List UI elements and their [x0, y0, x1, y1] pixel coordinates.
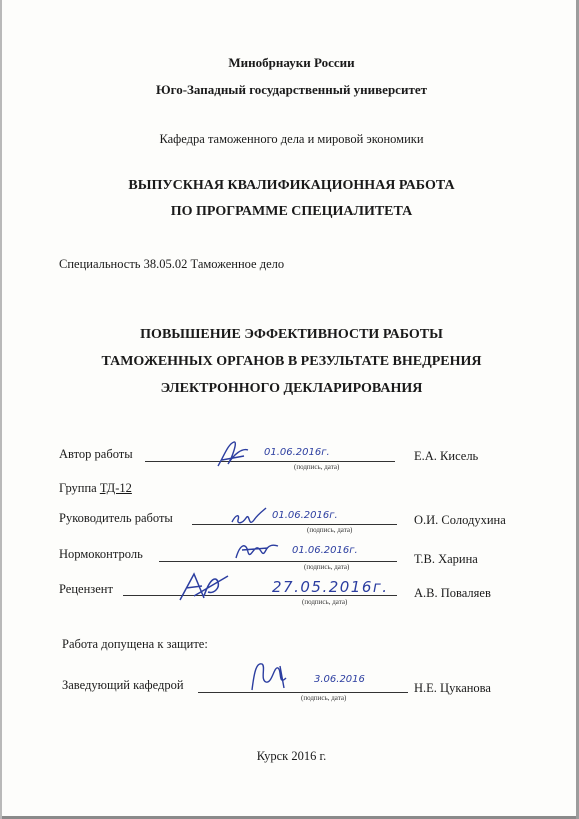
thesis-title-line-1: ПОВЫШЕНИЕ ЭФФЕКТИВНОСТИ РАБОТЫ	[140, 327, 443, 342]
supervisor-signature	[228, 502, 270, 532]
head-signature-line	[198, 692, 408, 693]
author-name: Е.А. Кисель	[414, 449, 479, 463]
normcontrol-name: Т.В. Харина	[414, 552, 478, 566]
group-row	[59, 481, 132, 496]
group-label: Группа	[59, 481, 97, 495]
reviewer-signature	[174, 568, 234, 606]
supervisor-caption: (подпись, дата)	[307, 526, 353, 534]
specialty: Специальность 38.05.02 Таможенное дело	[59, 257, 285, 271]
normcontrol-label: Нормоконтроль	[59, 547, 143, 561]
author-caption: (подпись, дата)	[294, 463, 340, 471]
reviewer-caption: (подпись, дата)	[302, 598, 348, 606]
thesis-title-line-2: ТАМОЖЕННЫХ ОРГАНОВ В РЕЗУЛЬТАТЕ ВНЕДРЕНИЯ	[101, 354, 482, 369]
normcontrol-date: 01.06.2016г.	[292, 545, 358, 556]
author-date: 01.06.2016г.	[264, 447, 330, 458]
university-name: Юго-Западный государственный университет	[156, 82, 427, 97]
head-signature	[246, 656, 298, 696]
thesis-title-line-3: ЭЛЕКТРОННОГО ДЕКЛАРИРОВАНИЯ	[160, 381, 423, 396]
supervisor-signature-line	[192, 524, 397, 525]
reviewer-label: Рецензент	[59, 582, 113, 596]
admitted-to-defense: Работа допущена к защите:	[62, 637, 208, 651]
author-signature	[214, 436, 254, 472]
reviewer-name: А.В. Поваляев	[414, 586, 491, 600]
head-name: Н.Е. Цуканова	[414, 681, 491, 695]
department-name: Кафедра таможенного дела и мировой экономики	[159, 132, 424, 146]
author-signature-line	[145, 461, 395, 462]
author-label: Автор работы	[59, 447, 133, 461]
group-value: ТД-12	[99, 481, 132, 495]
head-date: 3.06.2016	[314, 674, 365, 685]
normcontrol-signature	[232, 536, 282, 566]
reviewer-date: 27.05.2016г.	[272, 578, 389, 596]
head-caption: (подпись, дата)	[301, 694, 347, 702]
head-label: Заведующий кафедрой	[62, 678, 184, 692]
supervisor-name: О.И. Солодухина	[414, 513, 506, 527]
city-year: Курск 2016 г.	[256, 749, 327, 763]
work-type-line-2: ПО ПРОГРАММЕ СПЕЦИАЛИТЕТА	[170, 204, 413, 219]
normcontrol-caption: (подпись, дата)	[304, 563, 350, 571]
work-type-line-1: ВЫПУСКНАЯ КВАЛИФИКАЦИОННАЯ РАБОТА	[128, 178, 455, 193]
ministry-name: Минобрнауки России	[228, 55, 355, 70]
supervisor-label: Руководитель работы	[59, 511, 173, 525]
supervisor-date: 01.06.2016г.	[272, 510, 338, 521]
